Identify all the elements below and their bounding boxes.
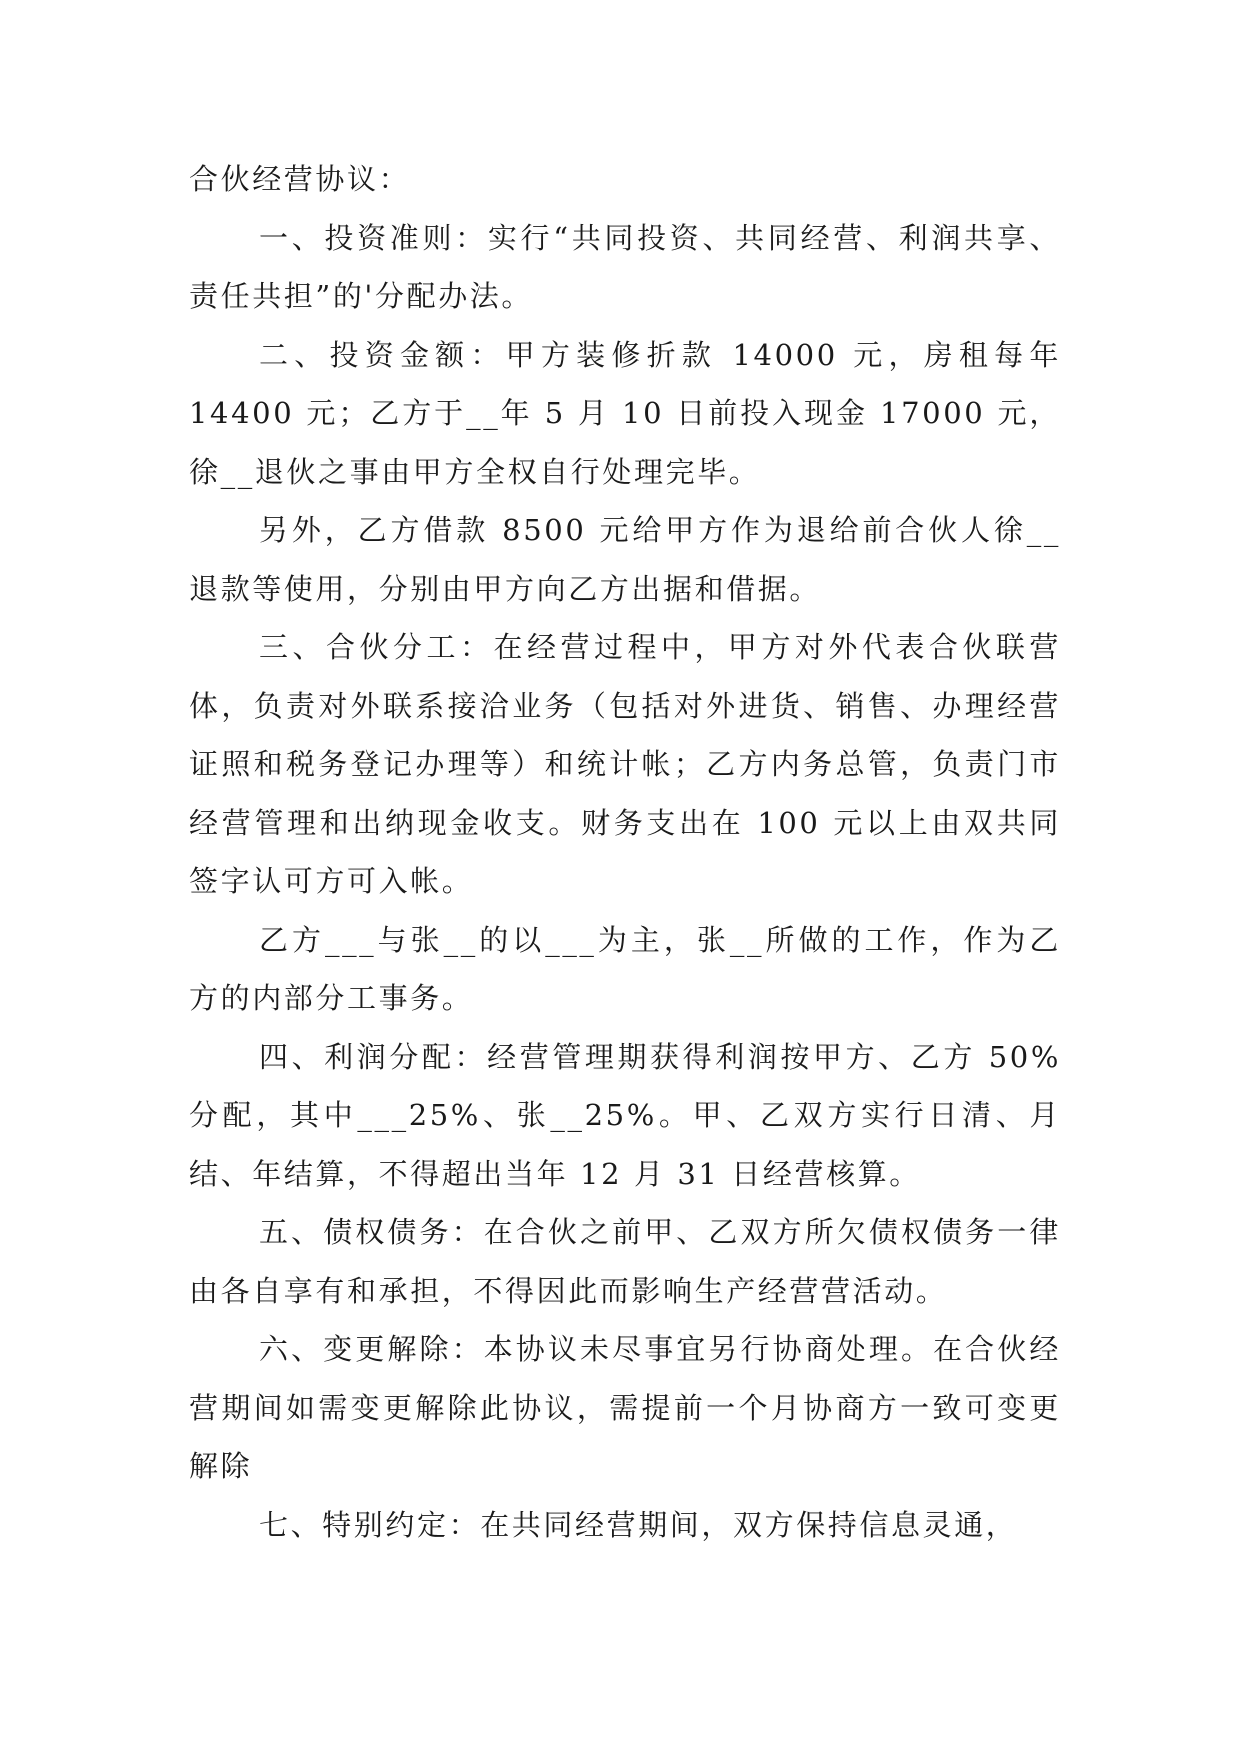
- clause-internal-division: 乙方___与张__的以___为主，张__所做的工作，作为乙方的内部分工事务。: [189, 922, 1061, 1015]
- clause-division-of-work: 三、合伙分工：在经营过程中，甲方对外代表合伙联营体，负责对外联系接洽业务（包括对外进货、销售、办理经营证照和税务登记办理等）和统计帐；乙方内务总管，负责门市经营管理和出纳现金收支。财务支出在 100 元以上由双共同签字认可方可入帐。: [189, 630, 1061, 898]
- clause-investment-amount: 二、投资金额：甲方装修折款 14000 元，房租每年 14400 元；乙方于__年 5 月 10 日前投入现金 17000 元，徐__退伙之事由甲方全权自行处理完毕。: [189, 337, 1061, 489]
- clause-profit-distribution: 四、利润分配：经营管理期获得利润按甲方、乙方 50%分配，其中___25%、张__25%。甲、乙双方实行日清、月结、年结算，不得超出当年 12 月 31 日经营核算。: [189, 1039, 1061, 1191]
- clause-amendment: 六、变更解除：本协议未尽事宜另行协商处理。在合伙经营期间如需变更解除此协议，需提前一个月协商方一致可变更解除: [189, 1332, 1061, 1483]
- clause-special-agreement: 七、特别约定：在共同经营期间，双方保持信息灵通，: [259, 1507, 1018, 1542]
- clause-loan-note: 另外，乙方借款 8500 元给甲方作为退给前合伙人徐__退款等使用，分别由甲方向乙方出据和借据。: [189, 513, 1061, 606]
- clause-debts: 五、债权债务：在合伙之前甲、乙双方所欠债权债务一律由各自享有和承担，不得因此而影响生产经营营活动。: [189, 1215, 1061, 1308]
- agreement-body: [189, 150, 1061, 1554]
- document-heading: 合伙经营协议：: [189, 162, 411, 196]
- clause-investment-principle: 一、投资准则：实行“共同投资、共同经营、利润共享、责任共担”的'分配办法。: [189, 220, 1061, 313]
